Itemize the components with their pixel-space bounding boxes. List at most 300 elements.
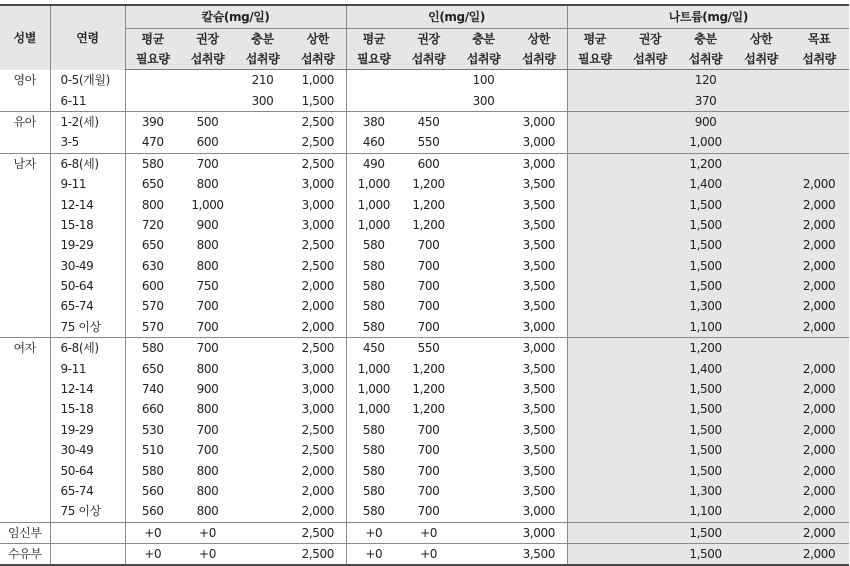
value-cell: 900 — [196, 217, 219, 232]
value-cell: 580 — [346, 276, 401, 296]
value-cell — [235, 522, 290, 543]
value-cell: 380 — [346, 111, 401, 132]
value-cell: 2,000 — [301, 484, 334, 498]
table-row — [0, 90, 849, 111]
value-cell — [235, 174, 290, 194]
value-cell: 1,000 — [678, 132, 733, 153]
value-cell — [456, 111, 511, 132]
table-row — [0, 440, 849, 460]
value-cell: 580 — [346, 420, 401, 440]
value-cell: 1,200 — [412, 177, 445, 192]
value-cell — [456, 235, 511, 255]
value-cell: 700 — [196, 299, 219, 314]
age-cell: 3-5 — [50, 132, 125, 153]
value-cell: 460 — [346, 132, 401, 153]
age-cell: 75 이상 — [50, 501, 125, 522]
value-cell: +0 — [401, 543, 456, 565]
value-cell: 900 — [678, 111, 733, 132]
value-cell — [346, 70, 401, 91]
value-cell — [567, 460, 622, 480]
table-row — [0, 338, 849, 359]
value-cell: 2,000 — [301, 463, 334, 478]
value-cell: 700 — [196, 341, 219, 356]
value-cell: 2,500 — [301, 114, 334, 129]
value-cell — [622, 338, 678, 359]
value-cell: 1,500 — [678, 256, 733, 276]
value-cell: 700 — [417, 299, 440, 314]
value-cell: 3,000 — [301, 361, 334, 376]
value-cell — [125, 70, 180, 91]
value-cell — [733, 399, 789, 419]
value-cell — [235, 379, 290, 399]
value-cell: 3,000 — [301, 402, 334, 417]
value-cell: 800 — [125, 194, 180, 214]
na-sub-header: 필요량 — [567, 49, 622, 70]
value-cell: +0 — [401, 522, 456, 543]
table-row — [0, 111, 849, 132]
na-sub-header: 충분 — [678, 29, 733, 50]
age-cell: 12-14 — [50, 194, 125, 214]
value-cell: 1,200 — [678, 153, 733, 174]
table-row — [0, 256, 849, 276]
value-cell — [567, 70, 622, 91]
table-row — [0, 194, 849, 214]
value-cell: 3,000 — [522, 156, 555, 171]
table-row — [0, 276, 849, 296]
value-cell: 120 — [678, 70, 733, 91]
value-cell — [733, 296, 789, 316]
age-cell: 75 이상 — [50, 317, 125, 338]
value-cell: 700 — [417, 463, 440, 478]
value-cell — [235, 111, 290, 132]
value-cell: 550 — [417, 341, 440, 356]
value-cell — [622, 276, 678, 296]
value-cell: 700 — [417, 484, 440, 498]
value-cell: 1,500 — [678, 440, 733, 460]
value-cell — [180, 90, 235, 111]
value-cell — [733, 420, 789, 440]
value-cell — [733, 543, 789, 565]
value-cell: 2,500 — [301, 443, 334, 458]
value-cell: 1,000 — [191, 197, 224, 212]
value-cell — [789, 132, 849, 153]
value-cell — [567, 399, 622, 419]
value-cell: 3,500 — [522, 443, 555, 458]
value-cell: 560 — [125, 481, 180, 501]
value-cell — [567, 215, 622, 235]
value-cell — [622, 420, 678, 440]
value-cell: 390 — [125, 111, 180, 132]
value-cell — [733, 522, 789, 543]
value-cell: 1,500 — [678, 399, 733, 419]
value-cell: 3,500 — [522, 463, 555, 478]
value-cell: +0 — [180, 543, 235, 565]
value-cell: 1,500 — [678, 194, 733, 214]
sex-cell: 임신부 — [0, 522, 50, 543]
value-cell: 2,000 — [789, 379, 849, 399]
value-cell — [733, 460, 789, 480]
value-cell: 2,000 — [789, 522, 849, 543]
value-cell: 300 — [235, 90, 290, 111]
value-cell: 700 — [180, 317, 235, 338]
table-row — [0, 317, 849, 338]
age-cell — [50, 522, 125, 543]
value-cell: 3,500 — [522, 361, 555, 376]
ca-sub-header: 평균 — [125, 29, 180, 50]
value-cell: 3,500 — [522, 299, 555, 314]
value-cell: 3,000 — [301, 382, 334, 397]
value-cell — [235, 338, 290, 359]
value-cell: 3,500 — [522, 382, 555, 397]
value-cell: 1,200 — [412, 217, 445, 232]
table-row — [0, 460, 849, 480]
value-cell: 580 — [346, 481, 401, 501]
ca-sub-header: 상한 — [290, 29, 346, 50]
value-cell: 2,000 — [789, 296, 849, 316]
value-cell: 630 — [125, 256, 180, 276]
value-cell: 570 — [125, 296, 180, 316]
value-cell — [567, 90, 622, 111]
value-cell: 1,200 — [412, 382, 445, 397]
value-cell — [622, 194, 678, 214]
value-cell: 580 — [346, 501, 401, 522]
value-cell: 580 — [346, 440, 401, 460]
value-cell — [567, 276, 622, 296]
value-cell — [789, 111, 849, 132]
value-cell: 500 — [196, 114, 219, 129]
value-cell — [456, 358, 511, 378]
value-cell: 1,200 — [412, 361, 445, 376]
value-cell — [235, 132, 290, 153]
value-cell — [567, 481, 622, 501]
value-cell — [733, 132, 789, 153]
value-cell — [733, 235, 789, 255]
age-cell: 0-5(개월) — [50, 70, 125, 91]
value-cell: 580 — [346, 460, 401, 480]
value-cell — [733, 481, 789, 501]
value-cell — [567, 420, 622, 440]
value-cell — [235, 460, 290, 480]
table-row — [0, 399, 849, 419]
value-cell — [401, 90, 456, 111]
value-cell — [456, 317, 511, 338]
value-cell: 2,000 — [789, 276, 849, 296]
sex-cell: 여자 — [0, 338, 50, 523]
value-cell: 2,000 — [789, 460, 849, 480]
value-cell: 800 — [196, 361, 219, 376]
value-cell: 2,500 — [301, 238, 334, 253]
value-cell: 700 — [417, 258, 440, 273]
value-cell: 1,400 — [678, 174, 733, 194]
value-cell — [622, 379, 678, 399]
table-row — [0, 543, 849, 565]
table-row — [0, 481, 849, 501]
value-cell — [733, 276, 789, 296]
value-cell — [733, 215, 789, 235]
value-cell — [622, 70, 678, 91]
p-sub-header: 섭취량 — [456, 49, 511, 70]
age-cell: 65-74 — [50, 296, 125, 316]
value-cell — [622, 501, 678, 522]
value-cell — [567, 111, 622, 132]
value-cell: 3,500 — [522, 258, 555, 273]
phosphorus-group-header: 인(mg/일) — [346, 5, 567, 29]
value-cell: 1,500 — [678, 215, 733, 235]
value-cell: 2,000 — [789, 543, 849, 565]
value-cell: +0 — [125, 543, 180, 565]
value-cell — [456, 174, 511, 194]
value-cell — [346, 90, 401, 111]
table-row — [0, 522, 849, 543]
na-sub-header: 섭취량 — [678, 49, 733, 70]
value-cell: 700 — [417, 422, 440, 437]
table-row — [0, 296, 849, 316]
nutrient-intake-table — [0, 4, 849, 566]
p-sub-header: 상한 — [511, 29, 567, 50]
na-sub-header: 권장 — [622, 29, 678, 50]
value-cell: 1,000 — [346, 399, 401, 419]
value-cell: 3,500 — [522, 422, 555, 437]
value-cell — [622, 358, 678, 378]
value-cell: 2,000 — [789, 215, 849, 235]
value-cell: 3,000 — [301, 197, 334, 212]
value-cell: 580 — [125, 460, 180, 480]
value-cell: +0 — [346, 543, 401, 565]
table-row — [0, 215, 849, 235]
p-sub-header: 권장 — [401, 29, 456, 50]
value-cell: 1,100 — [678, 501, 733, 522]
value-cell: 3,500 — [522, 197, 555, 212]
value-cell — [567, 256, 622, 276]
value-cell — [733, 194, 789, 214]
ca-sub-header: 필요량 — [125, 49, 180, 70]
value-cell — [567, 522, 622, 543]
value-cell — [235, 153, 290, 174]
value-cell — [622, 132, 678, 153]
value-cell — [456, 440, 511, 460]
value-cell: 2,000 — [789, 481, 849, 501]
value-cell: 650 — [125, 358, 180, 378]
table-row — [0, 420, 849, 440]
value-cell — [235, 215, 290, 235]
value-cell: 2,000 — [789, 174, 849, 194]
value-cell: 1,000 — [346, 215, 401, 235]
value-cell: 2,000 — [789, 235, 849, 255]
age-cell: 30-49 — [50, 440, 125, 460]
value-cell: 800 — [196, 238, 219, 253]
age-cell: 12-14 — [50, 379, 125, 399]
value-cell: 1,000 — [346, 379, 401, 399]
value-cell — [789, 338, 849, 359]
value-cell: 1,500 — [678, 276, 733, 296]
value-cell: 2,000 — [789, 358, 849, 378]
value-cell — [567, 358, 622, 378]
value-cell: 300 — [456, 90, 511, 111]
value-cell: 1,500 — [678, 379, 733, 399]
value-cell: 3,500 — [522, 484, 555, 498]
value-cell — [235, 317, 290, 338]
value-cell: 1,200 — [412, 197, 445, 212]
table-row — [0, 70, 849, 91]
value-cell — [235, 440, 290, 460]
value-cell — [733, 153, 789, 174]
value-cell: 3,500 — [511, 543, 567, 565]
value-cell — [733, 111, 789, 132]
value-cell — [456, 481, 511, 501]
value-cell: 2,000 — [789, 317, 849, 338]
value-cell — [235, 194, 290, 214]
sex-column-header: 성별 — [0, 5, 50, 70]
ca-sub-header: 권장 — [180, 29, 235, 50]
age-cell: 50-64 — [50, 276, 125, 296]
age-cell: 19-29 — [50, 420, 125, 440]
value-cell — [733, 256, 789, 276]
value-cell: 700 — [417, 279, 440, 294]
value-cell — [456, 522, 511, 543]
value-cell — [456, 296, 511, 316]
value-cell: 700 — [417, 238, 440, 253]
value-cell — [567, 338, 622, 359]
value-cell — [456, 215, 511, 235]
value-cell: 1,400 — [678, 358, 733, 378]
value-cell: 600 — [180, 132, 235, 153]
value-cell: 2,000 — [789, 256, 849, 276]
table-row — [0, 132, 849, 153]
value-cell — [622, 174, 678, 194]
value-cell: +0 — [346, 522, 401, 543]
value-cell: 720 — [125, 215, 180, 235]
value-cell: 1,500 — [678, 543, 733, 565]
value-cell — [789, 153, 849, 174]
na-sub-header: 목표 — [789, 29, 849, 50]
sex-cell: 유아 — [0, 111, 50, 153]
value-cell: 1,300 — [678, 296, 733, 316]
value-cell: 450 — [346, 338, 401, 359]
value-cell: 1,500 — [678, 522, 733, 543]
value-cell: 2,500 — [301, 422, 334, 437]
value-cell: 2,500 — [290, 543, 346, 565]
value-cell: 2,000 — [301, 279, 334, 294]
value-cell — [456, 256, 511, 276]
value-cell — [622, 399, 678, 419]
value-cell: 1,500 — [678, 420, 733, 440]
value-cell: 580 — [125, 153, 180, 174]
value-cell — [567, 153, 622, 174]
value-cell: 3,000 — [301, 217, 334, 232]
value-cell: 800 — [196, 484, 219, 498]
value-cell: 2,500 — [301, 156, 334, 171]
value-cell — [567, 543, 622, 565]
value-cell: 370 — [678, 90, 733, 111]
value-cell — [456, 338, 511, 359]
value-cell: 800 — [196, 258, 219, 273]
value-cell — [401, 70, 456, 91]
value-cell — [567, 501, 622, 522]
value-cell — [456, 194, 511, 214]
value-cell: 1,000 — [346, 358, 401, 378]
value-cell: 660 — [125, 399, 180, 419]
value-cell — [622, 153, 678, 174]
value-cell — [567, 174, 622, 194]
value-cell: 3,000 — [522, 341, 555, 356]
value-cell: 1,000 — [346, 174, 401, 194]
value-cell — [622, 90, 678, 111]
value-cell: 100 — [472, 73, 495, 88]
value-cell: 3,000 — [511, 522, 567, 543]
table-row — [0, 174, 849, 194]
value-cell — [733, 358, 789, 378]
value-cell: 2,000 — [789, 420, 849, 440]
value-cell: 2,000 — [789, 440, 849, 460]
value-cell: 1,000 — [346, 194, 401, 214]
value-cell: 740 — [125, 379, 180, 399]
value-cell — [622, 215, 678, 235]
value-cell — [511, 90, 567, 111]
table-row — [0, 235, 849, 255]
value-cell: 2,500 — [301, 258, 334, 273]
value-cell — [235, 481, 290, 501]
value-cell: 700 — [196, 443, 219, 458]
value-cell: 3,000 — [511, 132, 567, 153]
value-cell: 3,500 — [522, 217, 555, 232]
value-cell: 2,000 — [789, 501, 849, 522]
p-sub-header: 섭취량 — [511, 49, 567, 70]
age-cell: 6-8(세) — [50, 153, 125, 174]
age-cell: 1-2(세) — [50, 111, 125, 132]
value-cell — [235, 235, 290, 255]
value-cell — [456, 132, 511, 153]
value-cell: 700 — [401, 317, 456, 338]
value-cell — [622, 317, 678, 338]
value-cell — [235, 501, 290, 522]
value-cell — [456, 399, 511, 419]
value-cell — [567, 132, 622, 153]
value-cell: 700 — [196, 156, 219, 171]
age-cell: 30-49 — [50, 256, 125, 276]
value-cell: 550 — [401, 132, 456, 153]
value-cell: 750 — [196, 279, 219, 294]
value-cell: 800 — [196, 177, 219, 192]
value-cell — [733, 317, 789, 338]
age-cell — [50, 543, 125, 565]
value-cell: 2,000 — [789, 194, 849, 214]
value-cell: 3,000 — [522, 114, 555, 129]
value-cell — [235, 358, 290, 378]
value-cell — [235, 256, 290, 276]
age-cell: 65-74 — [50, 481, 125, 501]
value-cell — [456, 543, 511, 565]
value-cell: 580 — [346, 317, 401, 338]
value-cell — [733, 90, 789, 111]
na-sub-header: 평균 — [567, 29, 622, 50]
age-cell: 9-11 — [50, 174, 125, 194]
value-cell: 580 — [346, 296, 401, 316]
value-cell — [622, 296, 678, 316]
ca-sub-header: 섭취량 — [180, 49, 235, 70]
value-cell: 570 — [125, 317, 180, 338]
value-cell — [622, 522, 678, 543]
value-cell: 1,500 — [678, 460, 733, 480]
age-cell: 15-18 — [50, 215, 125, 235]
value-cell — [622, 481, 678, 501]
value-cell: 1,200 — [678, 338, 733, 359]
value-cell: 450 — [417, 114, 440, 129]
value-cell — [789, 90, 849, 111]
value-cell: 650 — [125, 174, 180, 194]
value-cell: 3,000 — [511, 501, 567, 522]
value-cell: 1,200 — [412, 402, 445, 417]
value-cell — [456, 420, 511, 440]
